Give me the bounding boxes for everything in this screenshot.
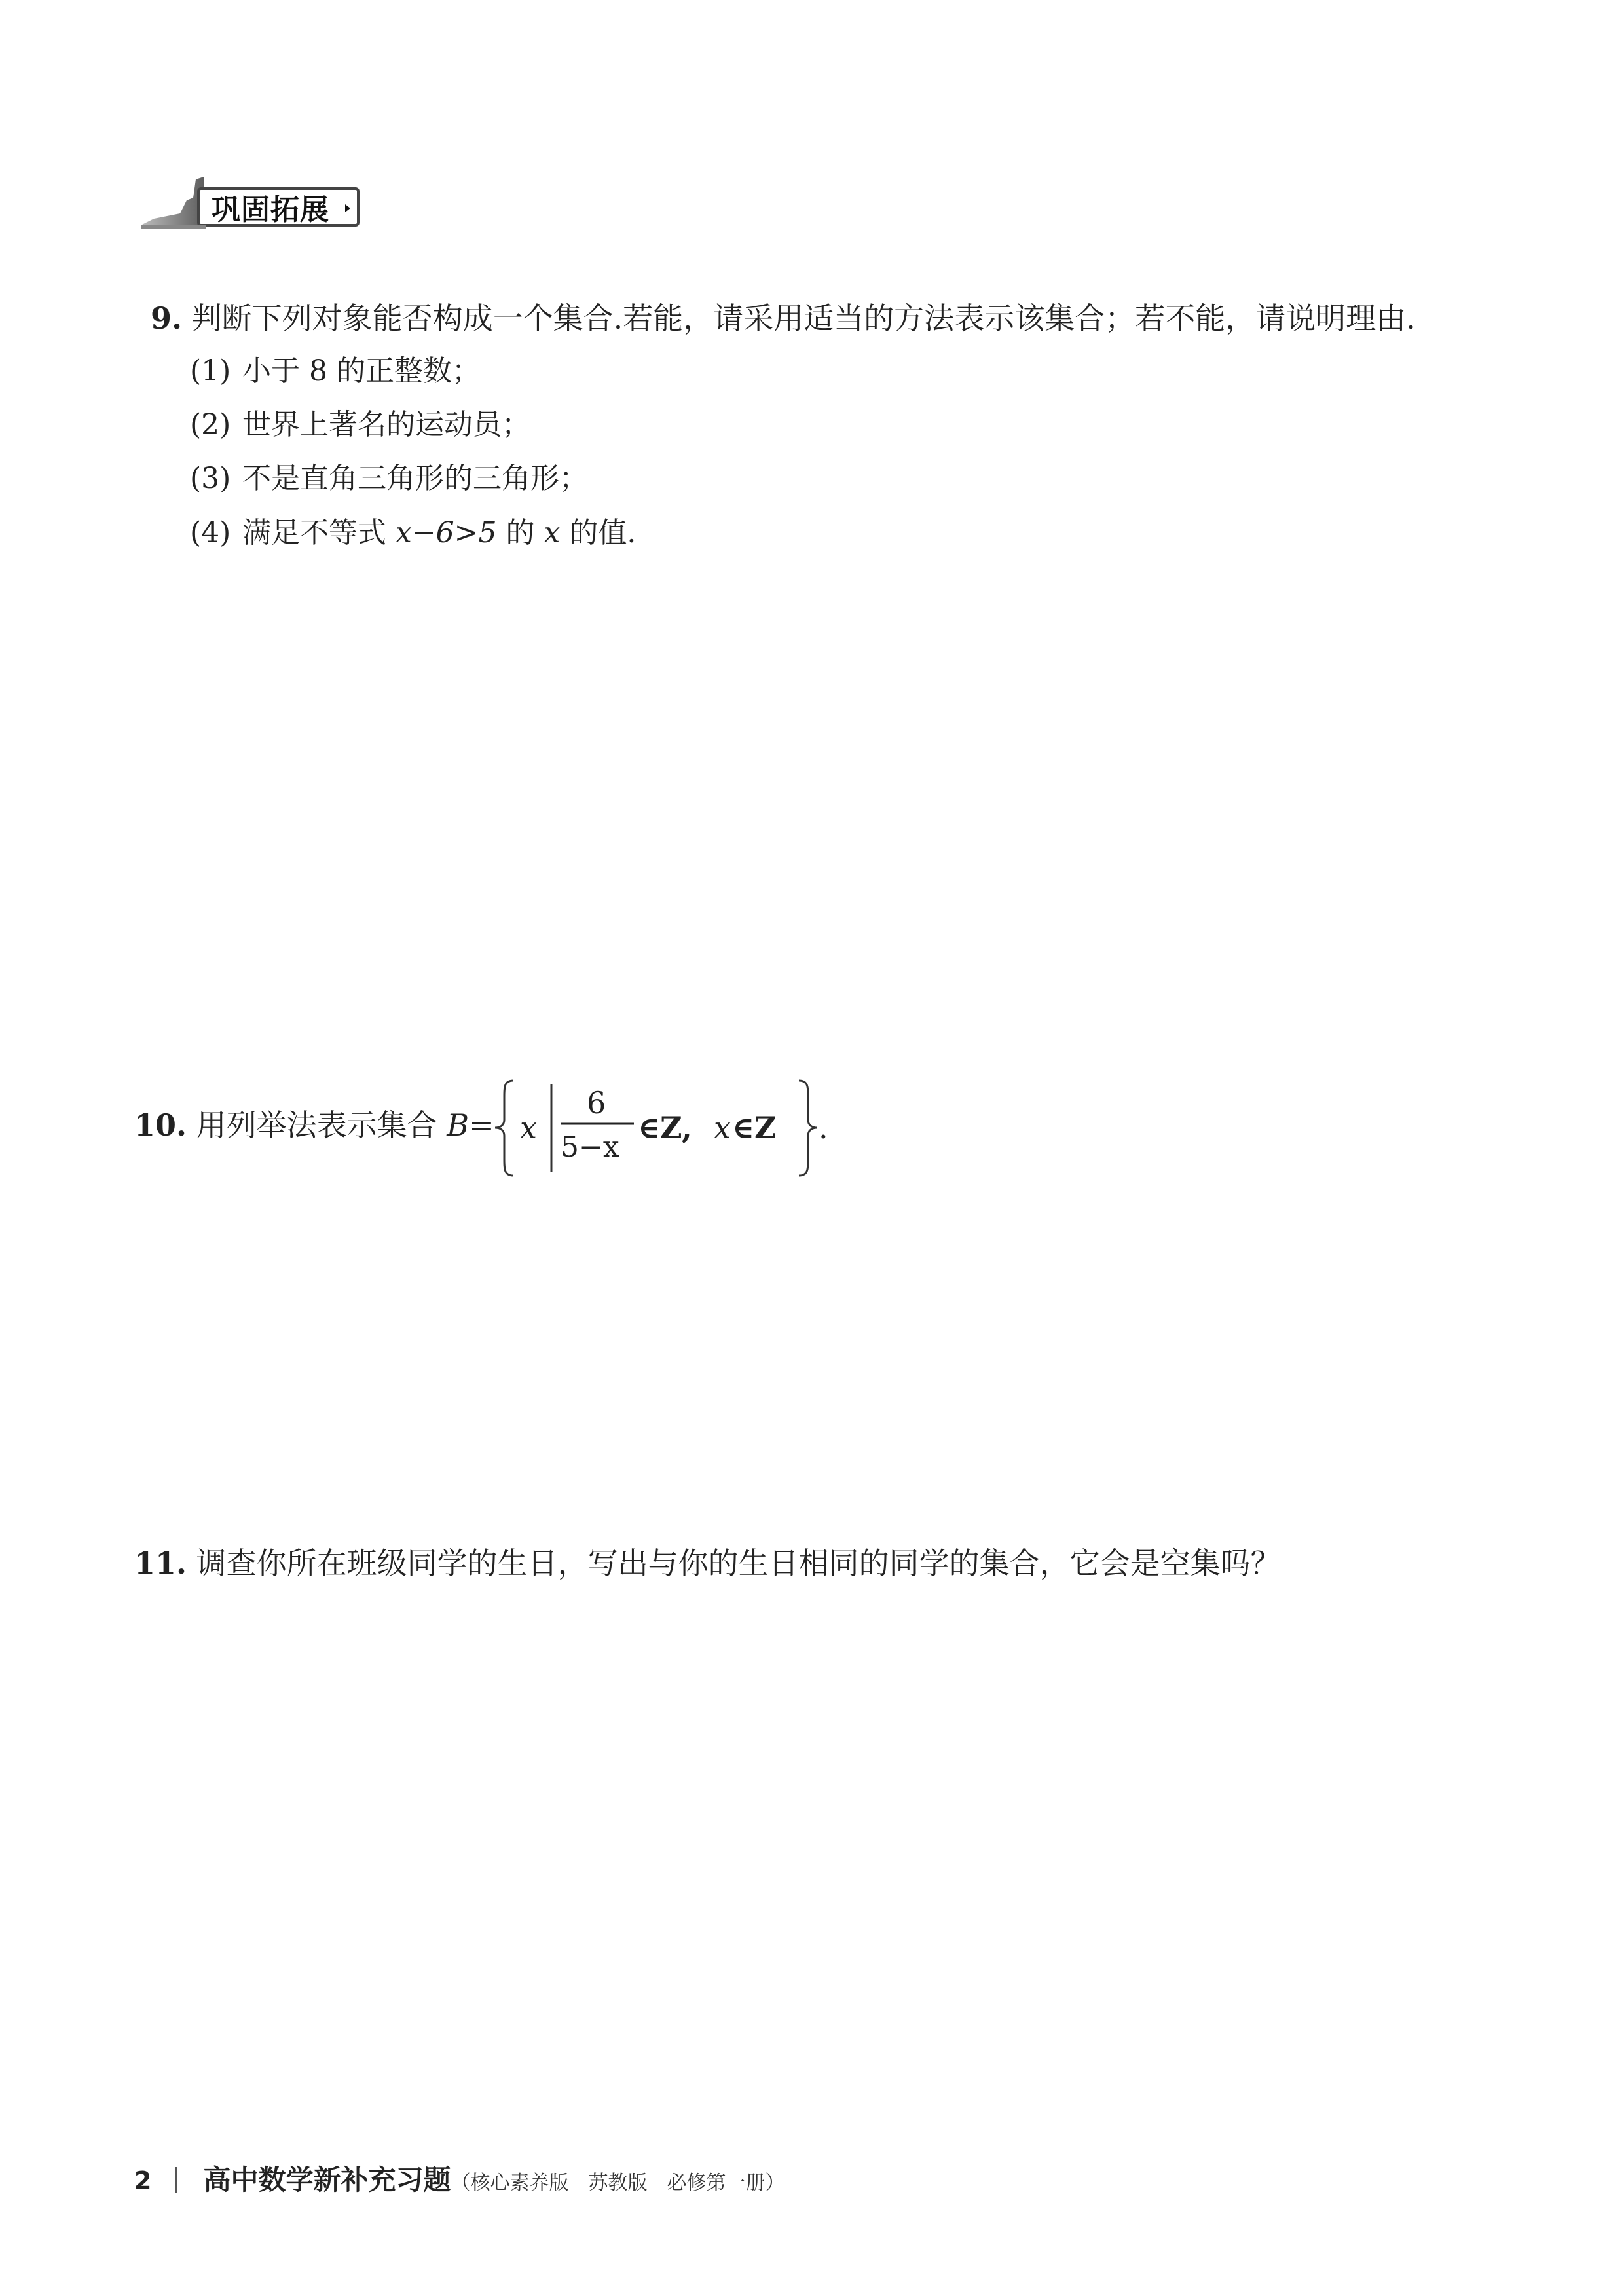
variable: x <box>544 516 561 549</box>
membership-2: ∈Z <box>732 1110 777 1145</box>
page-number: 2 <box>134 2166 152 2195</box>
item-text-mid: 的 <box>496 516 544 549</box>
membership-1: ∈Z, <box>638 1110 692 1145</box>
period: . <box>819 1110 828 1145</box>
set-variable: x <box>520 1110 537 1145</box>
question-number: 10. <box>134 1107 187 1143</box>
footer-divider <box>175 2167 177 2193</box>
numerator: 6 <box>587 1085 606 1121</box>
item-text: 世界上著名的运动员； <box>242 408 530 441</box>
question-9 <box>151 299 1416 338</box>
question-text: 判断下列对象能否构成一个集合.若能，请采用适当的方法表示该集合；若不能，请说明理由. <box>191 301 1416 336</box>
q9-item-3 <box>190 459 588 498</box>
denominator: 5−x <box>561 1130 619 1164</box>
right-brace-icon <box>799 1081 817 1176</box>
question-number: 11. <box>134 1546 187 1581</box>
book-title: 高中数学新补充习题 <box>203 2164 451 2196</box>
section-banner <box>141 172 363 237</box>
item-text: 小于 8 的正整数； <box>242 354 481 388</box>
set-name: B <box>447 1107 470 1143</box>
item-label: (4) <box>190 516 231 549</box>
page-footer <box>134 2159 784 2198</box>
item-label: (1) <box>190 354 231 388</box>
item-text-post: 的值. <box>560 516 637 549</box>
equals-sign: = <box>469 1107 494 1143</box>
inequality: x−6>5 <box>396 516 497 549</box>
item-label: (2) <box>190 408 231 441</box>
q9-item-1 <box>190 352 481 391</box>
item-text-pre: 满足不等式 <box>242 516 396 549</box>
question-text: 调查你所在班级同学的生日，写出与你的生日相同的同学的集合，它会是空集吗？ <box>196 1546 1281 1581</box>
item-text: 不是直角三角形的三角形； <box>242 462 588 495</box>
left-brace-icon <box>495 1081 513 1176</box>
q9-item-2 <box>190 405 530 445</box>
question-text: 用列举法表示集合 <box>196 1107 447 1143</box>
question-11 <box>134 1544 1281 1583</box>
book-subtitle: （核心素养版 苏教版 必修第一册） <box>451 2172 785 2195</box>
question-10-lead <box>134 1102 494 1145</box>
banner-label: 巩固拓展 <box>212 193 329 227</box>
question-number: 9. <box>151 301 183 336</box>
set-variable-2: x <box>714 1110 731 1145</box>
set-builder-formula <box>491 1067 950 1185</box>
q9-item-4 <box>190 513 636 553</box>
item-label: (3) <box>190 462 231 495</box>
